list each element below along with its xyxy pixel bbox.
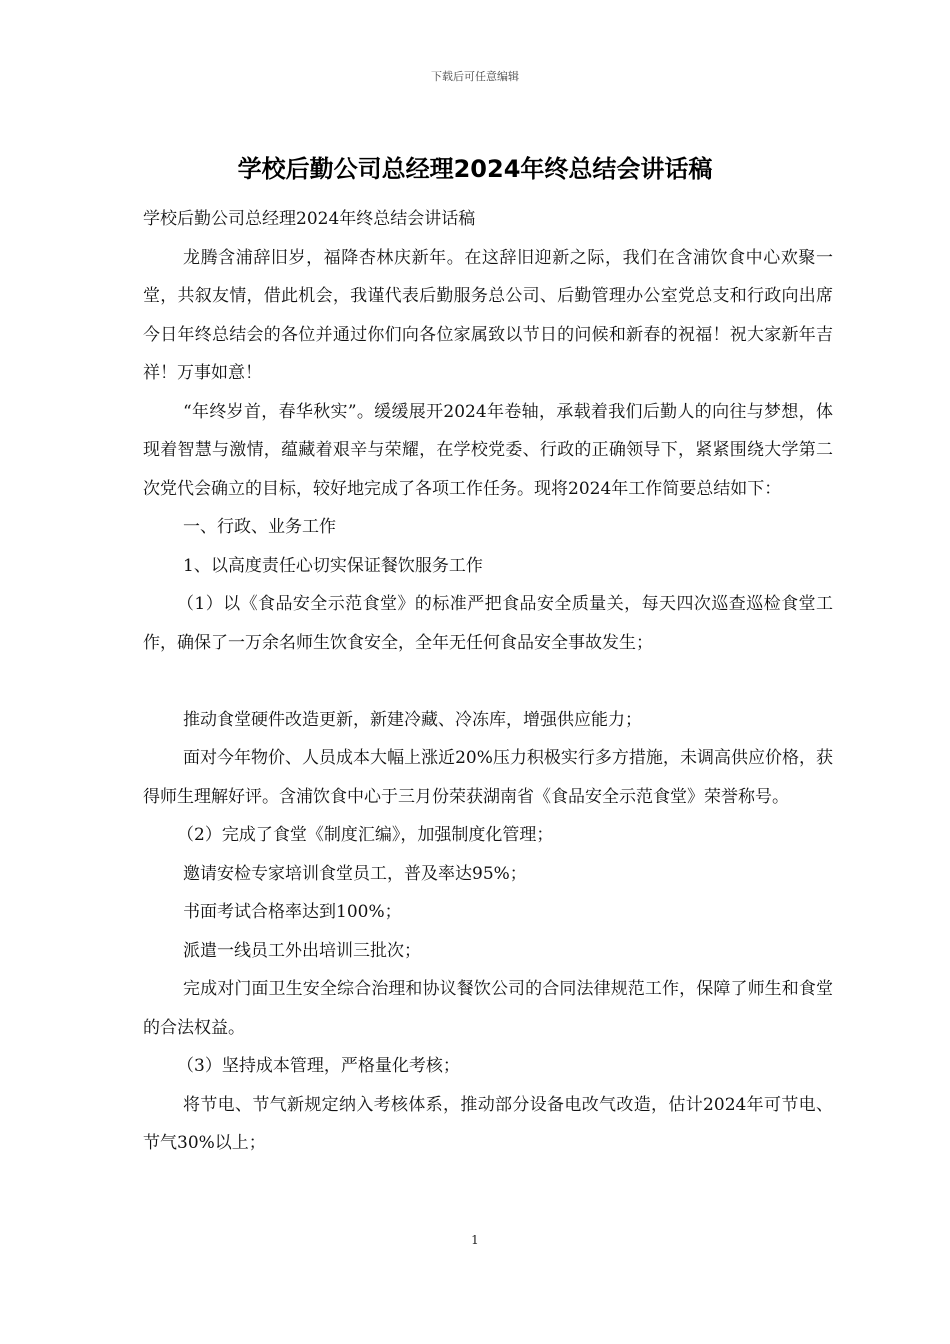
blank-line — [143, 662, 833, 701]
section-heading: 一、行政、业务工作 — [183, 517, 336, 537]
paragraph-prices: 面对今年物价、人员成本大幅上涨近20%压力积极实行多方措施，未调高供应价格，获得师生理解好评。含浦饮食中心于三月份荣获湖南省《食品安全示范食堂》荣誉称号。 — [143, 748, 833, 807]
paragraph-exam: 书面考试合格率达到100%； — [183, 902, 402, 922]
paragraph-training: 邀请安检专家培训食堂员工，普及率达95%； — [183, 863, 527, 884]
subsection-heading: 1、以高度责任心切实保证餐饮服务工作 — [183, 555, 483, 576]
paragraph-item-3: （3）坚持成本管理，严格量化考核； — [177, 1056, 460, 1076]
page-number: 1 — [471, 1233, 479, 1247]
paragraph-hardware: 推动食堂硬件改造更新，新建冷藏、冷冻库，增强供应能力； — [183, 709, 642, 730]
paragraph-energy: 将节电、节气新规定纳入考核体系，推动部分设备电改气改造，估计2024年可节电、节气30%以上； — [143, 1094, 833, 1153]
paragraph-greeting: 龙腾含浦辞旧岁，福降杏林庆新年。在这辞旧迎新之际，我们在含浦饮食中心欢聚一堂，共叙友情，借此机会，我谨代表后勤服务总公司、后勤管理办公室党总支和行政向出席今日年终总结会的各位并通过你们向各位家属致以节日的问候和新春的祝福！祝大家新年吉祥！万事如意！ — [143, 247, 833, 383]
paragraph-governance: 完成对门面卫生安全综合治理和协议餐饮公司的合同法律规范工作，保障了师生和食堂的合法权益。 — [143, 979, 833, 1038]
document-body — [143, 200, 833, 1163]
header-note: 下载后可任意编辑 — [431, 70, 519, 83]
paragraph-dispatch: 派遣一线员工外出培训三批次； — [183, 940, 421, 961]
document-title: 学校后勤公司总经理2024年终总结会讲话稿 — [237, 155, 713, 183]
subtitle-line: 学校后勤公司总经理2024年终总结会讲话稿 — [143, 209, 476, 229]
paragraph-item-1: （1）以《食品安全示范食堂》的标准严把食品安全质量关，每天四次巡查巡检食堂工作，确保了一万余名师生饮食安全，全年无任何食品安全事故发生； — [143, 594, 833, 653]
paragraph-item-2: （2）完成了食堂《制度汇编》，加强制度化管理； — [177, 825, 554, 845]
paragraph-overview: “年终岁首，春华秋实”。缓缓展开2024年卷轴，承载着我们后勤人的向往与梦想，体现着智慧与激情，蕴藏着艰辛与荣耀，在学校党委、行政的正确领导下，紧紧围绕大学第二次党代会确立的目标，较好地完成了各项工作任务。现将2024年工作简要总结如下： — [143, 401, 833, 499]
